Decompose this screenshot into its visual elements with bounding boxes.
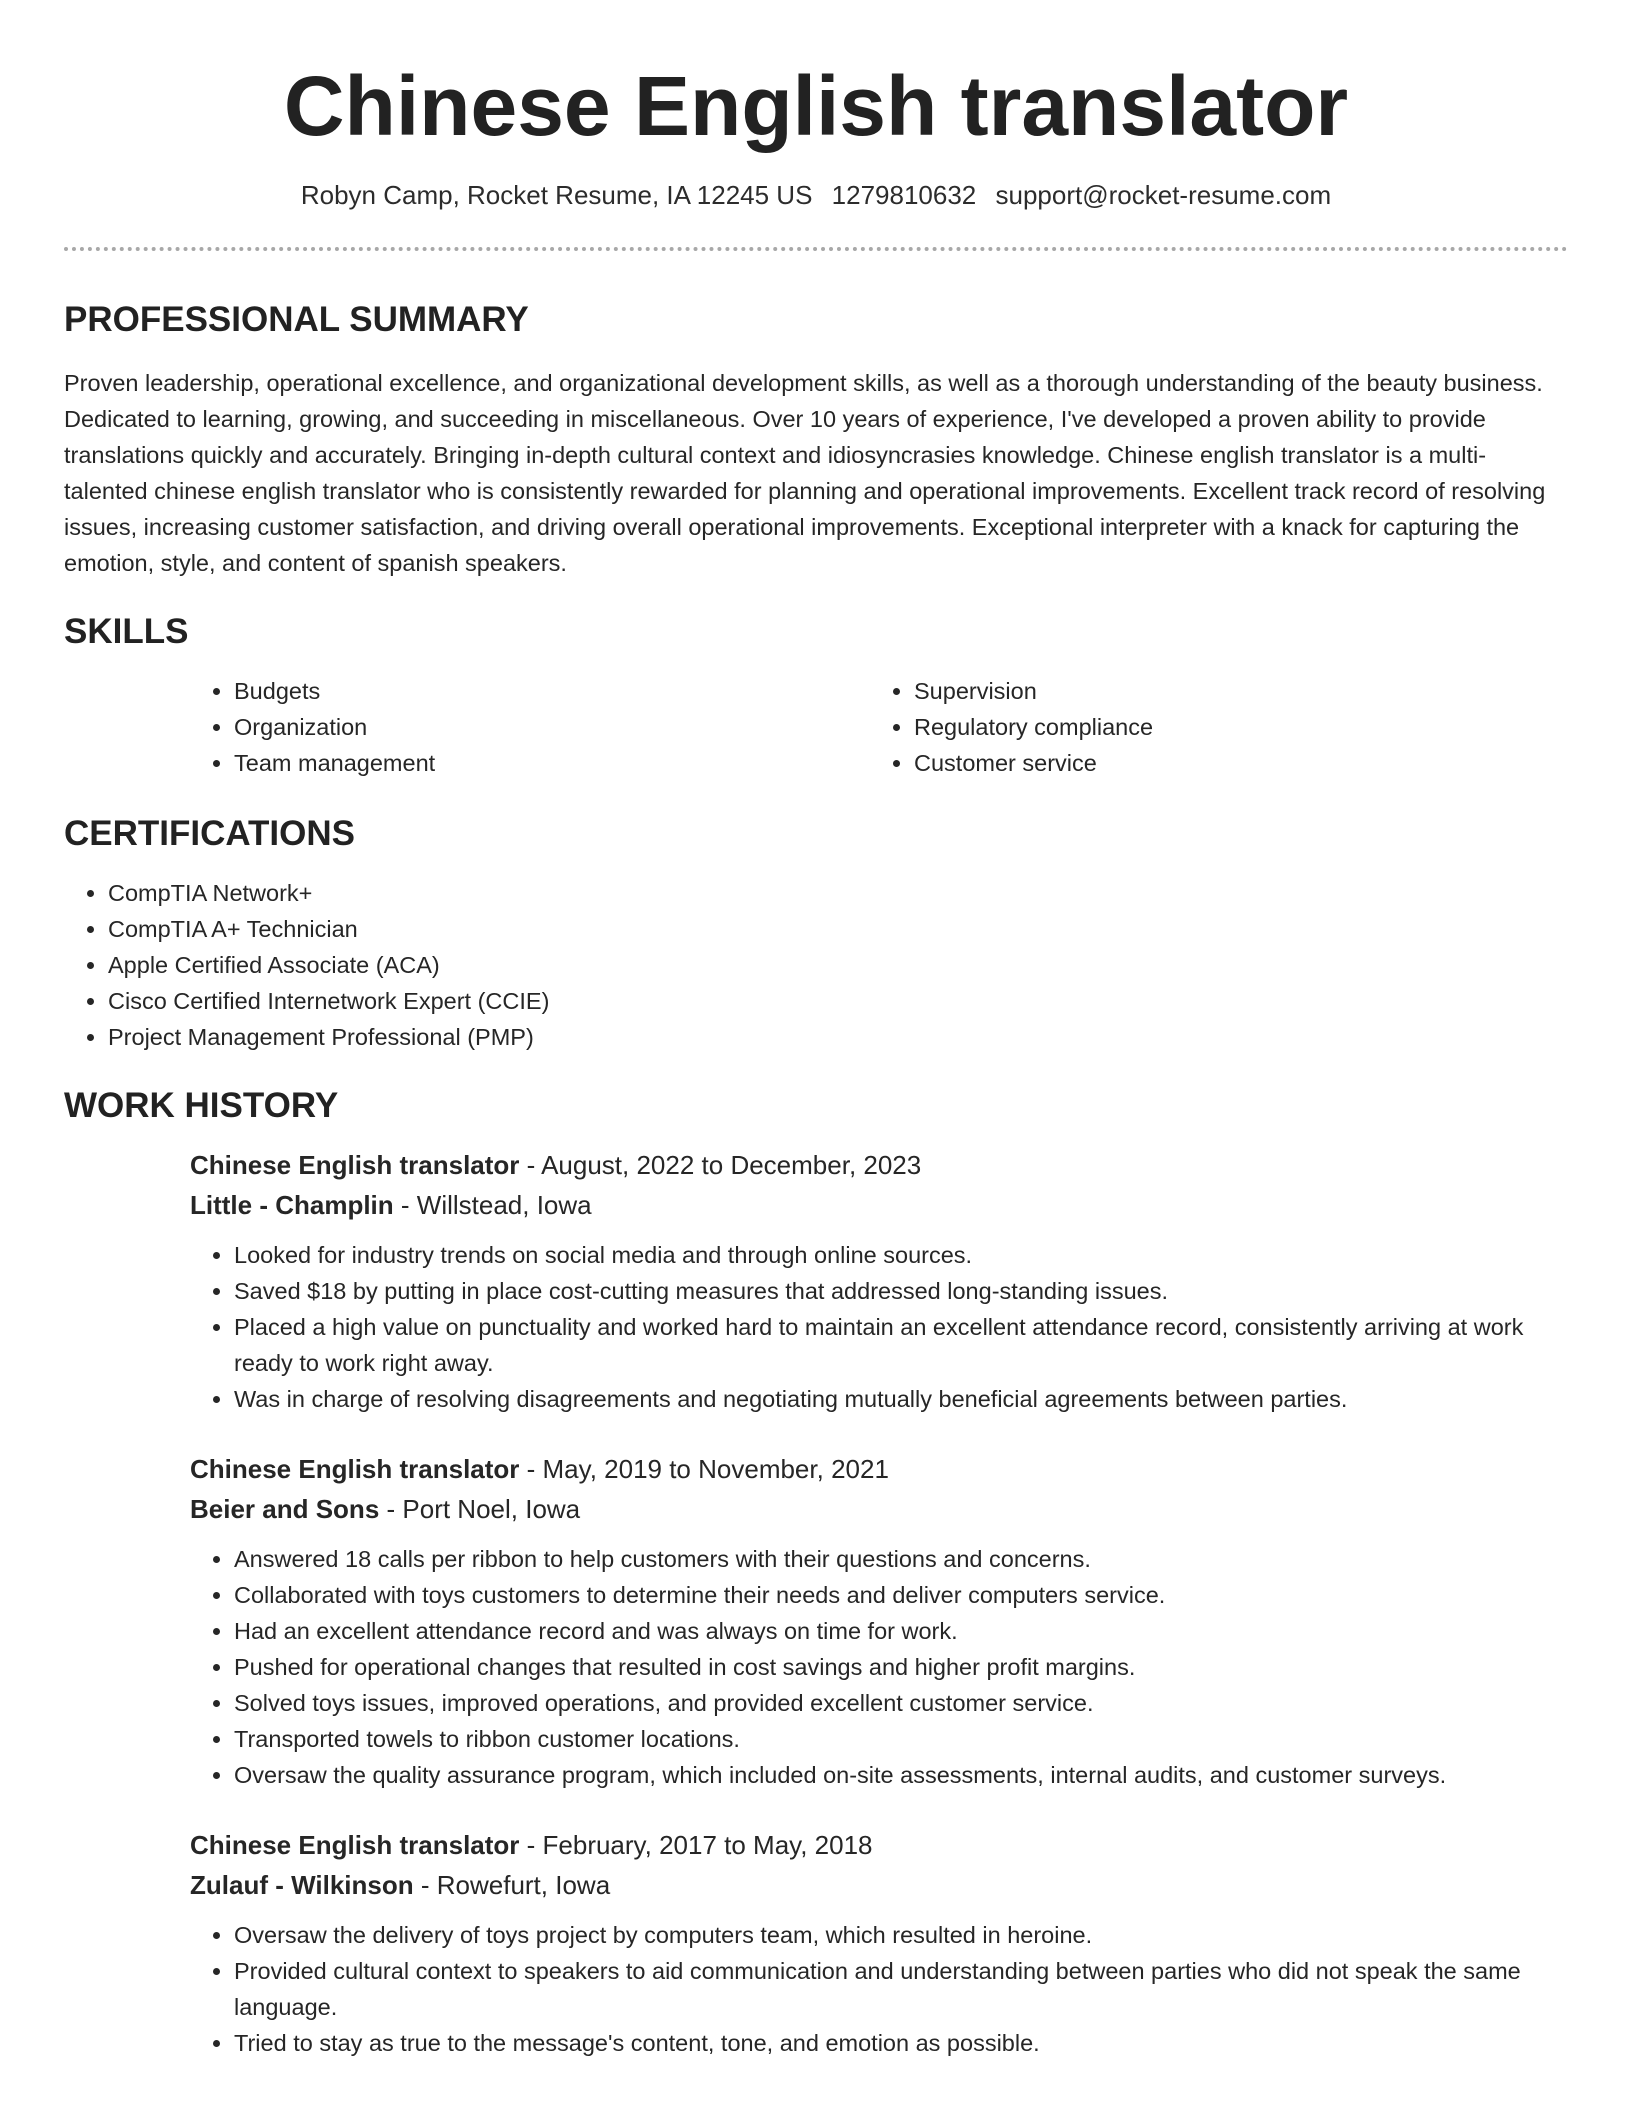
job-title: Chinese English translator — [190, 1149, 520, 1180]
contact-phone: 1279810632 — [831, 179, 977, 210]
job-company: Beier and Sons — [190, 1493, 380, 1524]
skills-list-left — [190, 673, 870, 781]
resume-header — [0, 0, 1632, 213]
job-company-line — [190, 1489, 1568, 1529]
skill-item: • Organization — [234, 709, 870, 745]
job-bullets — [190, 1237, 1568, 1417]
job-dates: - August, 2022 to December, 2023 — [519, 1149, 922, 1180]
certifications-section — [64, 813, 1568, 1055]
contact-email: support@rocket-resume.com — [995, 179, 1332, 210]
certifications-list — [64, 875, 1568, 1055]
job-title: Chinese English translator — [190, 1829, 520, 1860]
certification-item: • CompTIA Network+ — [108, 875, 1568, 911]
contact-line — [0, 179, 1632, 213]
job-bullet: • Had an excellent attendance record and was always on time for work. — [234, 1613, 1568, 1649]
resume-title: Chinese English translator — [283, 59, 1349, 153]
job-location: - Willstead, Iowa — [393, 1189, 592, 1220]
skills-list-right — [870, 673, 1568, 781]
job-bullet: • Answered 18 calls per ribbon to help customers with their questions and concerns. — [234, 1541, 1568, 1577]
job-location: - Port Noel, Iowa — [379, 1493, 581, 1524]
skill-item: • Budgets — [234, 673, 870, 709]
job-bullet: • Tried to stay as true to the message's content, tone, and emotion as possible. — [234, 2025, 1568, 2061]
job-bullet: • Provided cultural context to speakers to aid communication and understanding between parties who did not speak the same language. — [234, 1953, 1568, 2025]
job-dates: - February, 2017 to May, 2018 — [519, 1829, 873, 1860]
job-bullet: • Transported towels to ribbon customer locations. — [234, 1721, 1568, 1757]
job-company-line — [190, 1865, 1568, 1905]
job-entry — [190, 1145, 1568, 1417]
job-dates: - May, 2019 to November, 2021 — [519, 1453, 889, 1484]
summary-text: Proven leadership, operational excellence, and organizational development skills, as well as a thorough understanding of the beauty business. Dedicated to learning, growing, and succeeding in miscellaneous. Over 10 years of experience, I've developed a proven ability to provide translations quickly and accurately. Bringing in-depth cultural context and idiosyncrasies knowledge. Chinese english translator is a multi-talented chinese english translator who is consistently rewarded for planning and operational improvements. Excellent track record of resolving issues, increasing customer satisfaction, and driving overall operational improvements. Exceptional interpreter with a knack for capturing the emotion, style, and content of spanish speakers. — [64, 369, 1546, 576]
contact-address: Robyn Camp, Rocket Resume, IA 12245 US — [300, 179, 813, 210]
job-entry — [190, 1449, 1568, 1793]
certification-item: • CompTIA A+ Technician — [108, 911, 1568, 947]
certification-item: • Project Management Professional (PMP) — [108, 1019, 1568, 1055]
summary-heading: PROFESSIONAL SUMMARY — [64, 299, 529, 339]
job-entry — [190, 1825, 1568, 2061]
job-bullet: • Saved $18 by putting in place cost-cutting measures that addressed long-standing issues. — [234, 1273, 1568, 1309]
job-bullet: • Oversaw the delivery of toys project by computers team, which resulted in heroine. — [234, 1917, 1568, 1953]
job-title-line — [190, 1145, 1568, 1185]
skill-item: • Team management — [234, 745, 870, 781]
job-bullet: • Looked for industry trends on social media and through online sources. — [234, 1237, 1568, 1273]
job-title: Chinese English translator — [190, 1453, 520, 1484]
certifications-heading: CERTIFICATIONS — [64, 813, 356, 853]
job-bullets — [190, 1917, 1568, 2061]
job-title-line — [190, 1449, 1568, 1489]
skills-heading: SKILLS — [64, 611, 189, 651]
job-company: Zulauf - Wilkinson — [190, 1869, 414, 1900]
job-bullet: • Pushed for operational changes that resulted in cost savings and higher profit margins. — [234, 1649, 1568, 1685]
skills-grid — [190, 673, 1568, 781]
job-title-line — [190, 1825, 1568, 1865]
work-history-heading: WORK HISTORY — [64, 1085, 339, 1125]
job-bullet: • Was in charge of resolving disagreements and negotiating mutually beneficial agreements between parties. — [234, 1381, 1568, 1417]
work-history-section — [64, 1085, 1568, 2061]
job-bullet: • Solved toys issues, improved operations, and provided excellent customer service. — [234, 1685, 1568, 1721]
job-bullet: • Oversaw the quality assurance program, which included on-site assessments, internal audits, and customer surveys. — [234, 1757, 1568, 1793]
skill-item: • Regulatory compliance — [914, 709, 1568, 745]
job-bullets — [190, 1541, 1568, 1793]
job-bullet: • Collaborated with toys customers to determine their needs and deliver computers service. — [234, 1577, 1568, 1613]
skills-section — [64, 611, 1568, 781]
job-location: - Rowefurt, Iowa — [413, 1869, 611, 1900]
header-divider — [64, 247, 1568, 251]
skill-item: • Customer service — [914, 745, 1568, 781]
job-company: Little - Champlin — [190, 1189, 394, 1220]
certification-item: • Apple Certified Associate (ACA) — [108, 947, 1568, 983]
job-company-line — [190, 1185, 1568, 1225]
certification-item: • Cisco Certified Internetwork Expert (CCIE) — [108, 983, 1568, 1019]
summary-section — [64, 299, 1568, 581]
job-bullet: • Placed a high value on punctuality and worked hard to maintain an excellent attendance record, consistently arriving at work ready to work right away. — [234, 1309, 1568, 1381]
skill-item: • Supervision — [914, 673, 1568, 709]
